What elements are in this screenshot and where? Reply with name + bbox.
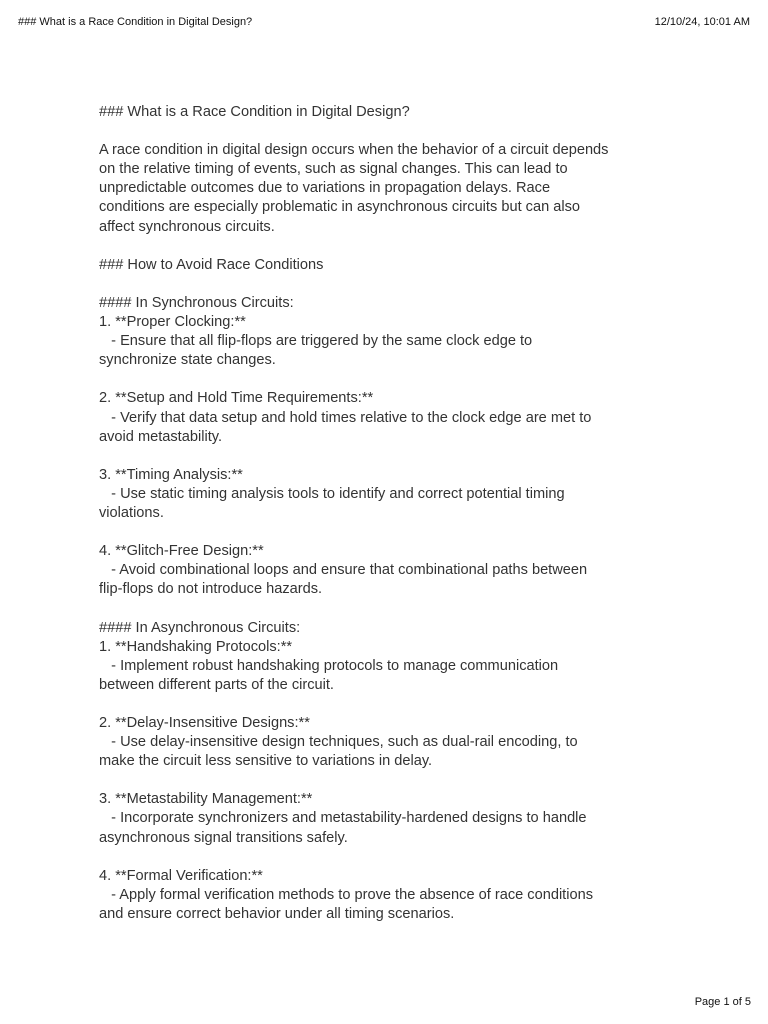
text-line: affect synchronous circuits.	[99, 218, 275, 235]
page-number: Page 1 of 5	[694, 996, 751, 1008]
blank-line	[99, 695, 689, 714]
blank-line	[99, 447, 689, 466]
header-timestamp: 12/10/24, 10:01 AM	[654, 16, 750, 28]
text-line: violations.	[99, 504, 164, 521]
blank-line	[99, 523, 689, 542]
text-line: 3. **Metastability Management:**	[99, 791, 313, 808]
text-line: A race condition in digital design occurs when the behavior of a circuit depends	[99, 142, 609, 159]
text-line: - Apply formal verification methods to prove the absence of race conditions	[99, 886, 594, 903]
blank-line	[99, 848, 689, 867]
text-line: conditions are especially problematic in asynchronous circuits but can also	[99, 199, 581, 216]
text-line: - Avoid combinational loops and ensure that combinational paths between	[99, 562, 588, 579]
text-line: - Ensure that all flip-flops are triggered by the same clock edge to	[99, 333, 533, 350]
page-header	[18, 14, 750, 30]
blank-line	[99, 237, 689, 256]
text-line: - Use delay-insensitive design techniques, such as dual-rail encoding, to	[99, 734, 578, 751]
text-line: 2. **Setup and Hold Time Requirements:**	[99, 390, 374, 407]
blank-line	[99, 599, 689, 618]
text-line: on the relative timing of events, such as signal changes. This can lead to	[99, 161, 568, 178]
blank-line	[99, 771, 689, 790]
text-line: 3. **Timing Analysis:**	[99, 466, 243, 483]
header-title: ### What is a Race Condition in Digital Design?	[18, 16, 253, 28]
text-line: - Verify that data setup and hold times relative to the clock edge are met to	[99, 409, 592, 426]
text-line: flip-flops do not introduce hazards.	[99, 581, 323, 598]
text-line: and ensure correct behavior under all timing scenarios.	[99, 905, 455, 922]
document-body	[99, 103, 689, 924]
text-line: between different parts of the circuit.	[99, 676, 334, 693]
blank-line	[99, 370, 689, 389]
text-line: asynchronous signal transitions safely.	[99, 829, 348, 846]
blank-line	[99, 275, 689, 294]
text-line: - Implement robust handshaking protocols to manage communication	[99, 657, 559, 674]
text-line: make the circuit less sensitive to variations in delay.	[99, 753, 433, 770]
text-line: ### What is a Race Condition in Digital Design?	[99, 104, 410, 120]
text-line: unpredictable outcomes due to variations in propagation delays. Race	[99, 180, 551, 197]
text-line: - Incorporate synchronizers and metastability-hardened designs to handle	[99, 810, 587, 827]
text-line: synchronize state changes.	[99, 352, 276, 369]
text-line: ### How to Avoid Race Conditions	[99, 256, 324, 273]
text-line: 2. **Delay-Insensitive Designs:**	[99, 715, 310, 731]
text-line: 4. **Formal Verification:**	[99, 867, 263, 884]
text-line: 1. **Proper Clocking:**	[99, 314, 246, 331]
text-line: 4. **Glitch-Free Design:**	[99, 543, 264, 560]
text-line: avoid metastability.	[99, 428, 223, 445]
text-line: - Use static timing analysis tools to identify and correct potential timing	[99, 485, 565, 502]
text-line: #### In Asynchronous Circuits:	[99, 619, 301, 636]
text-line: #### In Synchronous Circuits:	[99, 294, 294, 311]
text-line: 1. **Handshaking Protocols:**	[99, 638, 293, 655]
blank-line	[99, 122, 689, 141]
